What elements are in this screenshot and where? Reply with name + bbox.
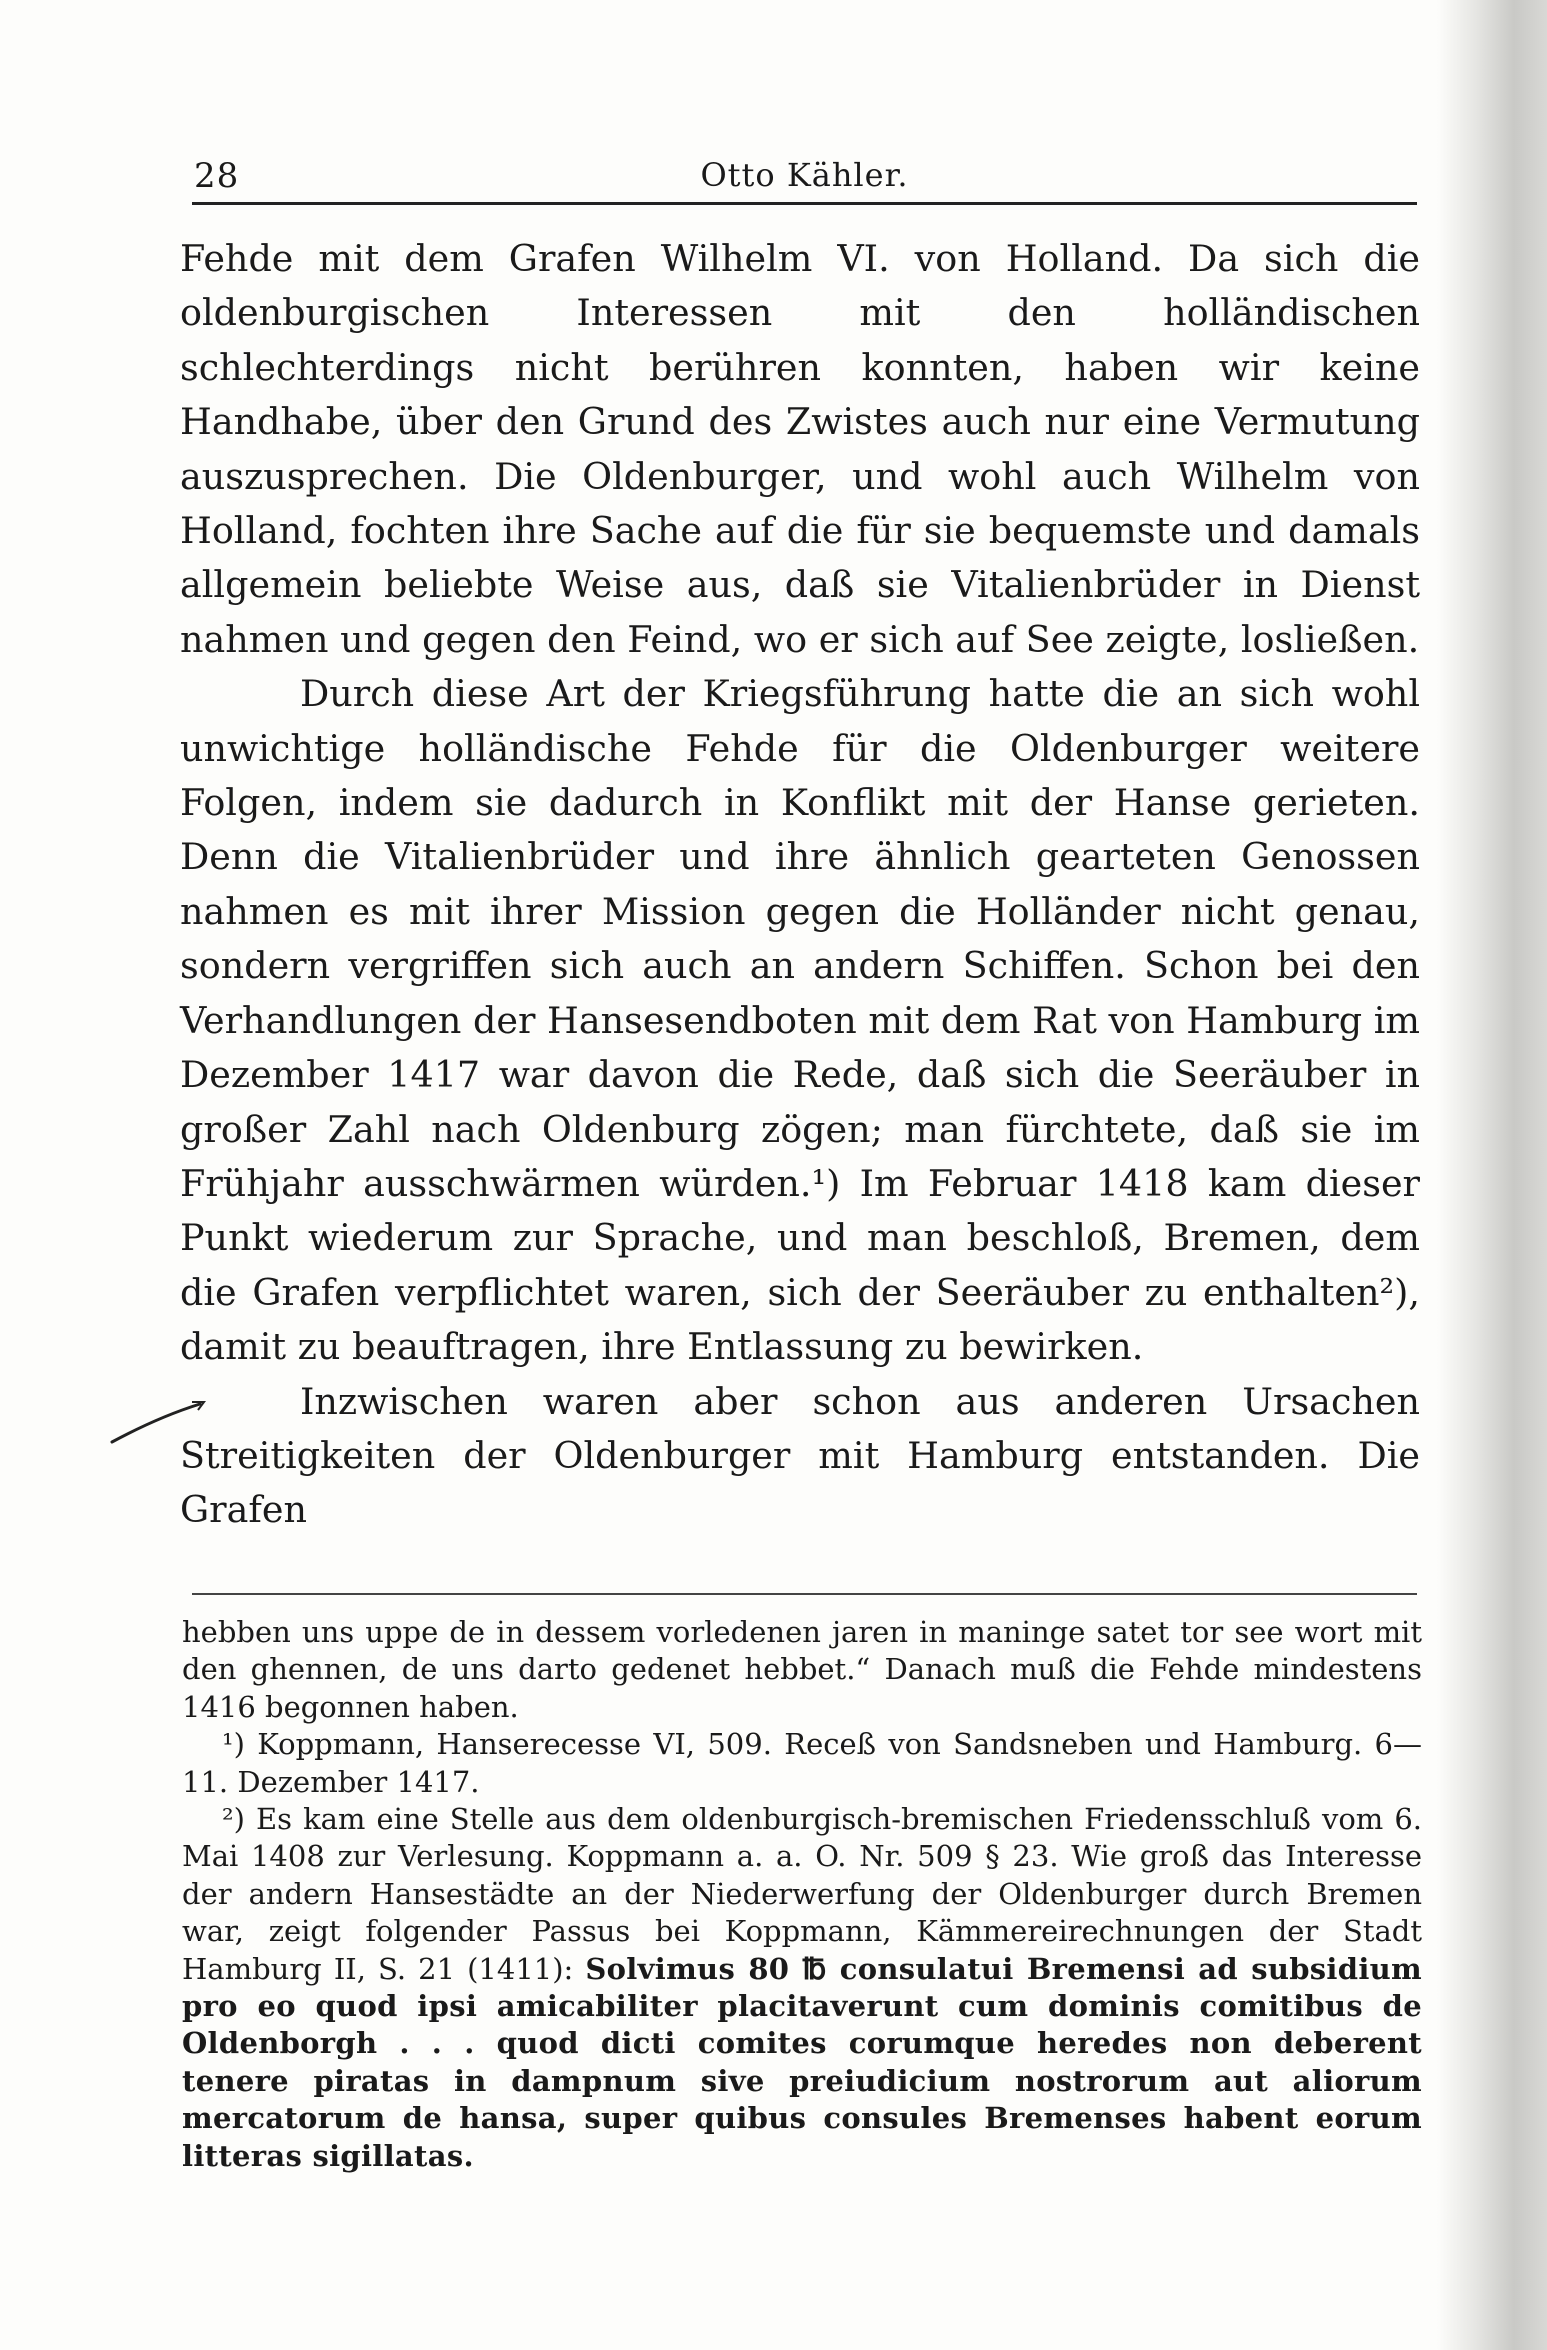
page-header <box>192 150 1417 205</box>
pencil-margin-mark <box>108 1398 208 1448</box>
running-head: Otto Kähler. <box>700 156 909 194</box>
main-text <box>180 232 1420 1538</box>
paragraph: Durch diese Art der Kriegsführung hatte die an sich wohl unwichtige holländische Fehde für die Oldenburger weitere Folgen, indem sie dadurch in Konflikt mit der Hanse gerieten. Denn die Vitalienbrüder und ihre ähnlich gearteten Genossen nahmen es mit ihrer Mission gegen die Holländer nicht genau, sondern vergriffen sich auch an andern Schiffen. Schon bei den Verhandlungen der Hansesendboten mit dem Rat von Hamburg im Dezember 1417 war davon die Rede, daß sich die Seeräuber in großer Zahl nach Oldenburg zögen; man fürchtete, daß sie im Frühjahr ausschwärmen würden.¹) Im Februar 1418 kam dieser Punkt wiederum zur Sprache, und man beschloß, Bremen, dem die Grafen verpflichtet waren, sich der Seeräuber zu enthalten²), damit zu beauftragen, ihre Entlassung zu bewirken. <box>180 672 1420 1369</box>
paragraph: Fehde mit dem Grafen Wilhelm VI. von Holland. Da sich die oldenburgischen Interessen mit den holländischen schlechterdings nicht berühren konnten, haben wir keine Handhabe, über den Grund des Zwistes auch nur eine Vermutung auszusprechen. Die Oldenburger, und wohl auch Wilhelm von Holland, fochten ihre Sache auf die für sie bequemste und damals allgemein beliebte Weise aus, daß sie Vitalienbrüder in Dienst nahmen und gegen den Feind, wo er sich auf See zeigte, losließen. <box>180 237 1420 661</box>
paragraph: Inzwischen waren aber schon aus anderen Ursachen Streitigkeiten der Oldenburger mit Hamburg entstanden. Die Grafen <box>180 1379 1420 1532</box>
footnote-separator <box>192 1593 1417 1595</box>
footnote-2-latin-quote: Solvimus 80 ℔ consulatui Bremensi ad subsidium pro eo quod ipsi amicabiliter placitaverunt cum dominis comitibus de Oldenborgh . . . quod dicti comites corumque heredes non deberent tenere piratas in dampnum sive preiudicium nostrorum aut aliorum mercatorum de hansa, super quibus consules Bremenses habent eorum litteras sigillatas. <box>182 1951 1423 2173</box>
footnote-2-german: ²) Es kam eine Stelle aus dem oldenburgisch-bremischen Friedensschluß vom 6. Mai 1408 zur Verlesung. Koppmann a. a. O. Nr. 509 § 23. Wie groß das Interesse der andern Hansestädte an der Niederwerfung der Oldenburger durch Bremen war, zeigt folgender Passus bei Koppmann, Kämmereirechnungen der Stadt Hamburg II, S. 21 (1411): <box>182 1802 1422 1986</box>
page-edge-shadow <box>1437 0 1547 2350</box>
footnote-1: ¹) Koppmann, Hanserecesse VI, 509. Receß von Sandsneben und Hamburg. 6—11. Dezember 1417. <box>182 1727 1422 1799</box>
footnotes <box>182 1614 1422 2175</box>
footnote-2 <box>182 1801 1422 2175</box>
footnote-continuation: hebben uns uppe de in dessem vorledenen jaren in maninge satet tor see wort mit den ghennen, de uns darto gedenet hebbet.“ Danach muß die Fehde mindestens 1416 begonnen haben. <box>182 1615 1422 1724</box>
page-number: 28 <box>194 156 240 196</box>
